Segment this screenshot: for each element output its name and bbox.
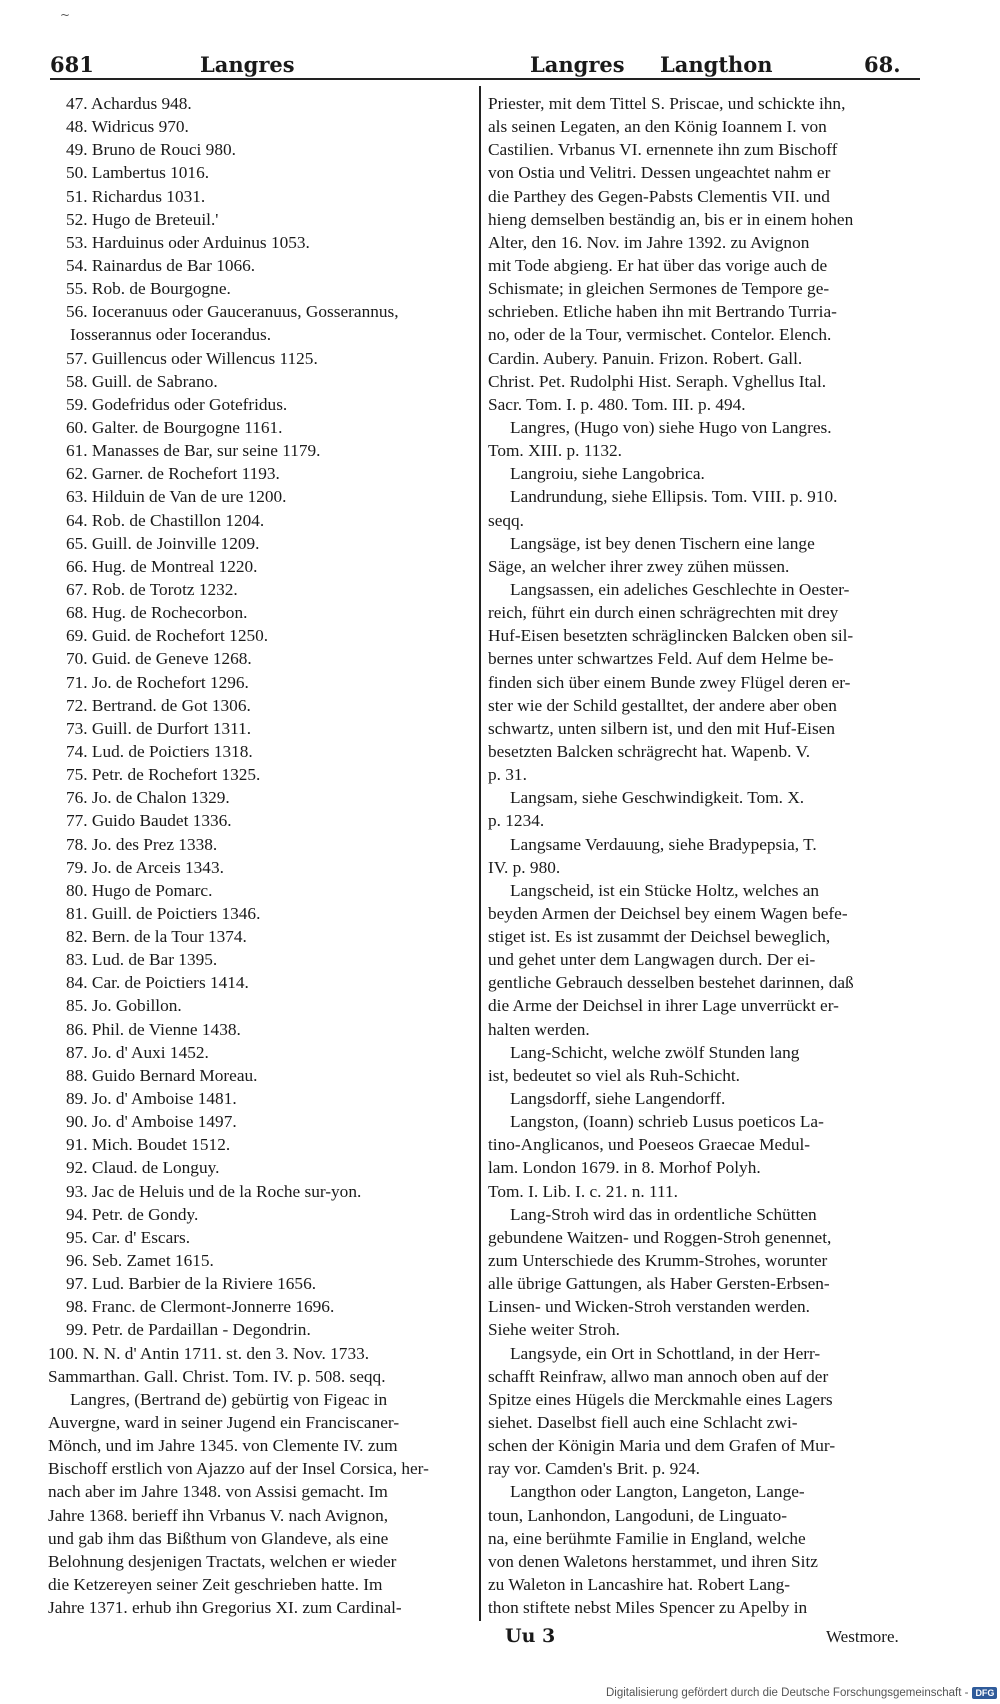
text-line: 51. Richardus 1031.	[66, 186, 206, 206]
text-line: bernes unter schwartzes Feld. Auf dem Helme be-	[488, 649, 834, 669]
text-line: von Ostia und Velitri. Dessen ungeachtet nahm er	[488, 163, 831, 183]
text-line: Landrundung, siehe Ellipsis. Tom. VIII. p. 910.	[510, 487, 838, 507]
text-line: 65. Guill. de Joinville 1209.	[66, 533, 260, 553]
left-column	[48, 92, 474, 1619]
text-line: IV. p. 980.	[488, 857, 561, 877]
text-line: gentliche Gebrauch desselben bestehet darinnen, daß	[488, 973, 854, 993]
text-line: schafft Reinfraw, allwo man annoch oben auf der	[488, 1366, 829, 1386]
text-line: Langres, (Hugo von) siehe Hugo von Langres.	[510, 417, 832, 437]
text-line: 55. Rob. de Bourgogne.	[66, 279, 231, 299]
text-line: hieng demselben beständig an, bis er in einem hohen	[488, 209, 854, 229]
header-rule	[50, 78, 920, 80]
text-line: 76. Jo. de Chalon 1329.	[66, 788, 230, 808]
right-page-number: 68.	[864, 52, 901, 77]
text-line: 97. Lud. Barbier de la Riviere 1656.	[66, 1274, 317, 1294]
text-line: 73. Guill. de Durfort 1311.	[66, 718, 252, 738]
text-line: Langsame Verdauung, siehe Bradypepsia, T.	[510, 834, 817, 854]
text-line: und gab ihm das Bißthum von Glandeve, als eine	[48, 1528, 389, 1548]
text-line: siehet. Daselbst fiell auch eine Schlacht zwi-	[488, 1413, 798, 1433]
text-line: mit Tode abgieng. Er hat über das vorige auch de	[488, 255, 828, 275]
text-line: lam. London 1679. in 8. Morhof Polyh.	[488, 1158, 761, 1178]
text-line: 75. Petr. de Rochefort 1325.	[66, 765, 261, 785]
text-line: 87. Jo. d' Auxi 1452.	[66, 1042, 209, 1062]
text-line: 85. Jo. Gobillon.	[66, 996, 182, 1016]
text-line: Belohnung desjenigen Tractats, welchen er wieder	[48, 1551, 397, 1571]
text-line: Iosserannus oder Iocerandus.	[70, 325, 272, 345]
text-line: Langston, (Ioann) schrieb Lusus poeticos La-	[510, 1112, 824, 1132]
column-divider	[479, 86, 481, 1621]
text-line: 59. Godefridus oder Gotefridus.	[66, 394, 288, 414]
text-line: ist, bedeutet so viel als Ruh-Schicht.	[488, 1065, 740, 1085]
digitization-footer	[606, 1684, 997, 1702]
text-line: na, eine berühmte Familie in England, welche	[488, 1528, 806, 1548]
text-line: 89. Jo. d' Amboise 1481.	[66, 1089, 237, 1109]
text-line: Langsyde, ein Ort in Schottland, in der Herr-	[510, 1343, 821, 1363]
text-line: p. 1234.	[488, 811, 545, 831]
text-line: 90. Jo. d' Amboise 1497.	[66, 1112, 237, 1132]
text-line: 99. Petr. de Pardaillan - Degondrin.	[66, 1320, 311, 1340]
text-line: Tom. I. Lib. I. c. 21. n. 111.	[488, 1181, 678, 1201]
text-line: 53. Harduinus oder Arduinus 1053.	[66, 232, 310, 252]
text-line: 69. Guid. de Rochefort 1250.	[66, 626, 269, 646]
catchword: Westmore.	[826, 1627, 899, 1646]
text-line: 74. Lud. de Poictiers 1318.	[66, 741, 253, 761]
text-line: 86. Phil. de Vienne 1438.	[66, 1019, 241, 1039]
text-line: 81. Guill. de Poictiers 1346.	[66, 903, 261, 923]
text-line: die Arme der Deichsel in ihrer Lage unverrückt er-	[488, 996, 839, 1016]
text-line: Priester, mit dem Tittel S. Priscae, und schickte ihn,	[488, 94, 846, 113]
right-column	[488, 92, 918, 1619]
text-line: Langthon oder Langton, Langeton, Lange-	[510, 1482, 805, 1502]
text-line: Langroiu, siehe Langobrica.	[510, 464, 705, 484]
text-line: 93. Jac de Heluis und de la Roche sur-yon.	[66, 1181, 362, 1201]
left-page-number: 681	[50, 52, 94, 77]
text-line: Bischoff erstlich von Ajazzo auf der Insel Corsica, her-	[48, 1459, 429, 1479]
ink-mark: ~	[60, 8, 71, 22]
text-line: 50. Lambertus 1016.	[66, 163, 210, 183]
text-line: stiget ist. Es ist zusammt der Deichsel beweglich,	[488, 927, 831, 947]
text-line: 88. Guido Bernard Moreau.	[66, 1065, 258, 1085]
text-line: Spitze eines Hügels die Merckmahle eines Lagers	[488, 1389, 833, 1409]
right-running-title-2: Langthon	[660, 52, 773, 77]
text-line: besetzten Balcken schrägrecht hat. Wapenb. V.	[488, 741, 811, 761]
text-line: Säge, an welcher ihrer zwey zühen müssen.	[488, 556, 790, 576]
text-line: Langsdorff, siehe Langendorff.	[510, 1089, 726, 1109]
text-line: 63. Hilduin de Van de ure 1200.	[66, 487, 287, 507]
text-line: die Ketzereyen seiner Zeit geschrieben hatte. Im	[48, 1575, 383, 1594]
text-line: 71. Jo. de Rochefort 1296.	[66, 672, 249, 692]
text-line: Sammarthan. Gall. Christ. Tom. IV. p. 508. seqq.	[48, 1366, 386, 1386]
text-line: toun, Lanhondon, Langoduni, de Linguato-	[488, 1505, 788, 1525]
right-running-title-1: Langres	[530, 52, 625, 77]
text-line: die Parthey des Gegen-Pabsts Clementis VII. und	[488, 186, 830, 206]
signature-mark: Uu 3	[505, 1625, 556, 1647]
text-line: 47. Achardus 948.	[66, 94, 192, 113]
text-line: no, oder de la Tour, vermischet. Contelor. Elench.	[488, 325, 832, 345]
text-line: 95. Car. d' Escars.	[66, 1227, 191, 1247]
text-line: 49. Bruno de Rouci 980.	[66, 140, 236, 160]
text-line: zu Waleton in Lancashire hat. Robert Lang-	[488, 1575, 791, 1594]
text-line: zum Unterschiede des Krumm-Strohes, worunter	[488, 1251, 828, 1271]
text-line: 92. Claud. de Longuy.	[66, 1158, 220, 1178]
text-line: und gehet unter dem Langwagen durch. Der ei-	[488, 950, 816, 970]
text-line: Langsassen, ein adeliches Geschlechte in Oester-	[510, 579, 850, 599]
text-line: als seinen Legaten, an den König Ioannem I. von	[488, 117, 827, 137]
text-line: finden sich über einem Bunde zwey Flügel deren er-	[488, 672, 851, 692]
text-line: p. 31.	[488, 765, 527, 785]
text-line: 80. Hugo de Pomarc.	[66, 880, 213, 900]
text-line: 98. Franc. de Clermont-Jonnerre 1696.	[66, 1297, 335, 1317]
text-line: halten werden.	[488, 1019, 590, 1039]
text-line: Jahre 1368. berieff ihn Vrbanus V. nach Avignon,	[48, 1505, 389, 1525]
text-line: alle übrige Gattungen, als Haber Gersten-Erbsen-	[488, 1274, 830, 1294]
text-line: 54. Rainardus de Bar 1066.	[66, 255, 256, 275]
text-line: 48. Widricus 970.	[66, 117, 189, 137]
text-line: von denen Waletons herstammet, und ihren Sitz	[488, 1551, 818, 1571]
footer-text: Digitalisierung gefördert durch die Deutsche Forschungsgemeinschaft -	[606, 1687, 969, 1699]
text-line: Siehe weiter Stroh.	[488, 1320, 620, 1340]
text-line: 83. Lud. de Bar 1395.	[66, 950, 218, 970]
text-line: Langsäge, ist bey denen Tischern eine lange	[510, 533, 815, 553]
text-line: gebundene Waitzen- und Roggen-Stroh genennet,	[488, 1227, 832, 1247]
text-line: 100. N. N. d' Antin 1711. st. den 3. Nov. 1733.	[48, 1343, 370, 1363]
text-line: 91. Mich. Boudet 1512.	[66, 1135, 231, 1155]
dfg-logo: DFG	[972, 1687, 997, 1699]
text-line: Linsen- und Wicken-Stroh verstanden werden.	[488, 1297, 810, 1317]
text-line: 66. Hug. de Montreal 1220.	[66, 556, 258, 576]
text-line: 79. Jo. de Arceis 1343.	[66, 857, 224, 877]
text-line: tino-Anglicanos, und Poeseos Graecae Medul-	[488, 1135, 811, 1155]
text-line: 82. Bern. de la Tour 1374.	[66, 927, 247, 947]
text-line: 64. Rob. de Chastillon 1204.	[66, 510, 265, 530]
text-line: 77. Guido Baudet 1336.	[66, 811, 232, 831]
text-line: 68. Hug. de Rochecorbon.	[66, 603, 248, 623]
text-line: Auvergne, ward in seiner Jugend ein Franciscaner-	[48, 1413, 400, 1433]
text-line: Langscheid, ist ein Stücke Holtz, welches an	[510, 880, 820, 900]
text-line: reich, führt ein durch einen schrägrechten mit drey	[488, 603, 839, 623]
text-line: 58. Guill. de Sabrano.	[66, 371, 218, 391]
left-running-title: Langres	[200, 52, 295, 77]
text-line: Lang-Schicht, welche zwölf Stunden lang	[510, 1042, 800, 1062]
text-line: Langsam, siehe Geschwindigkeit. Tom. X.	[510, 788, 805, 808]
text-line: Jahre 1371. erhub ihn Gregorius XI. zum Cardinal-	[48, 1598, 402, 1618]
text-line: 57. Guillencus oder Willencus 1125.	[66, 348, 318, 368]
text-line: Schismate; in gleichen Sermones de Tempore ge-	[488, 279, 830, 299]
text-line: 52. Hugo de Breteuil.'	[66, 209, 219, 229]
text-line: schwartz, unten silbern ist, und den mit Huf-Eisen	[488, 718, 835, 738]
text-line: Alter, den 16. Nov. im Jahre 1392. zu Avignon	[488, 232, 810, 252]
text-line: Cardin. Aubery. Panuin. Frizon. Robert. Gall.	[488, 348, 803, 368]
text-line: beyden Armen der Deichsel bey einem Wagen befe-	[488, 903, 848, 923]
text-line: Langres, (Bertrand de) gebürtig von Figeac in	[70, 1389, 388, 1409]
text-line: Lang-Stroh wird das in ordentliche Schütten	[510, 1204, 817, 1224]
text-line: 72. Bertrand. de Got 1306.	[66, 695, 251, 715]
text-line: thon stiftete nebst Miles Spencer zu Apelby in	[488, 1598, 808, 1618]
text-line: Huf-Eisen besetzten schräglincken Balcken oben sil-	[488, 626, 854, 646]
text-line: 78. Jo. des Prez 1338.	[66, 834, 218, 854]
text-line: Castilien. Vrbanus VI. ernennete ihn zum Bischoff	[488, 140, 838, 160]
text-line: 67. Rob. de Torotz 1232.	[66, 579, 238, 599]
text-line: 62. Garner. de Rochefort 1193.	[66, 464, 280, 484]
text-line: schen der Königin Maria und dem Grafen of Mur-	[488, 1436, 836, 1456]
text-line: schrieben. Etliche haben ihn mit Bertrando Turria-	[488, 302, 837, 322]
text-line: ray vor. Camden's Brit. p. 924.	[488, 1459, 700, 1479]
text-line: ster wie der Schild gestalltet, der andere aber oben	[488, 695, 837, 715]
text-line: Christ. Pet. Rudolphi Hist. Seraph. Vghellus Ital.	[488, 371, 827, 391]
text-line: 94. Petr. de Gondy.	[66, 1204, 199, 1224]
text-line: Tom. XIII. p. 1132.	[488, 441, 622, 461]
text-line: 84. Car. de Poictiers 1414.	[66, 973, 249, 993]
text-line: nach aber im Jahre 1348. von Assisi gemacht. Im	[48, 1482, 388, 1502]
text-line: 56. Ioceranuus oder Gauceranuus, Gosserannus,	[66, 302, 399, 322]
text-line: 61. Manasses de Bar, sur seine 1179.	[66, 441, 321, 461]
text-line: 96. Seb. Zamet 1615.	[66, 1251, 214, 1271]
text-line: Mönch, und im Jahre 1345. von Clemente IV. zum	[48, 1436, 398, 1456]
text-line: 60. Galter. de Bourgogne 1161.	[66, 417, 283, 437]
text-line: seqq.	[488, 510, 524, 530]
text-line: 70. Guid. de Geneve 1268.	[66, 649, 252, 669]
text-line: Sacr. Tom. I. p. 480. Tom. III. p. 494.	[488, 394, 746, 414]
